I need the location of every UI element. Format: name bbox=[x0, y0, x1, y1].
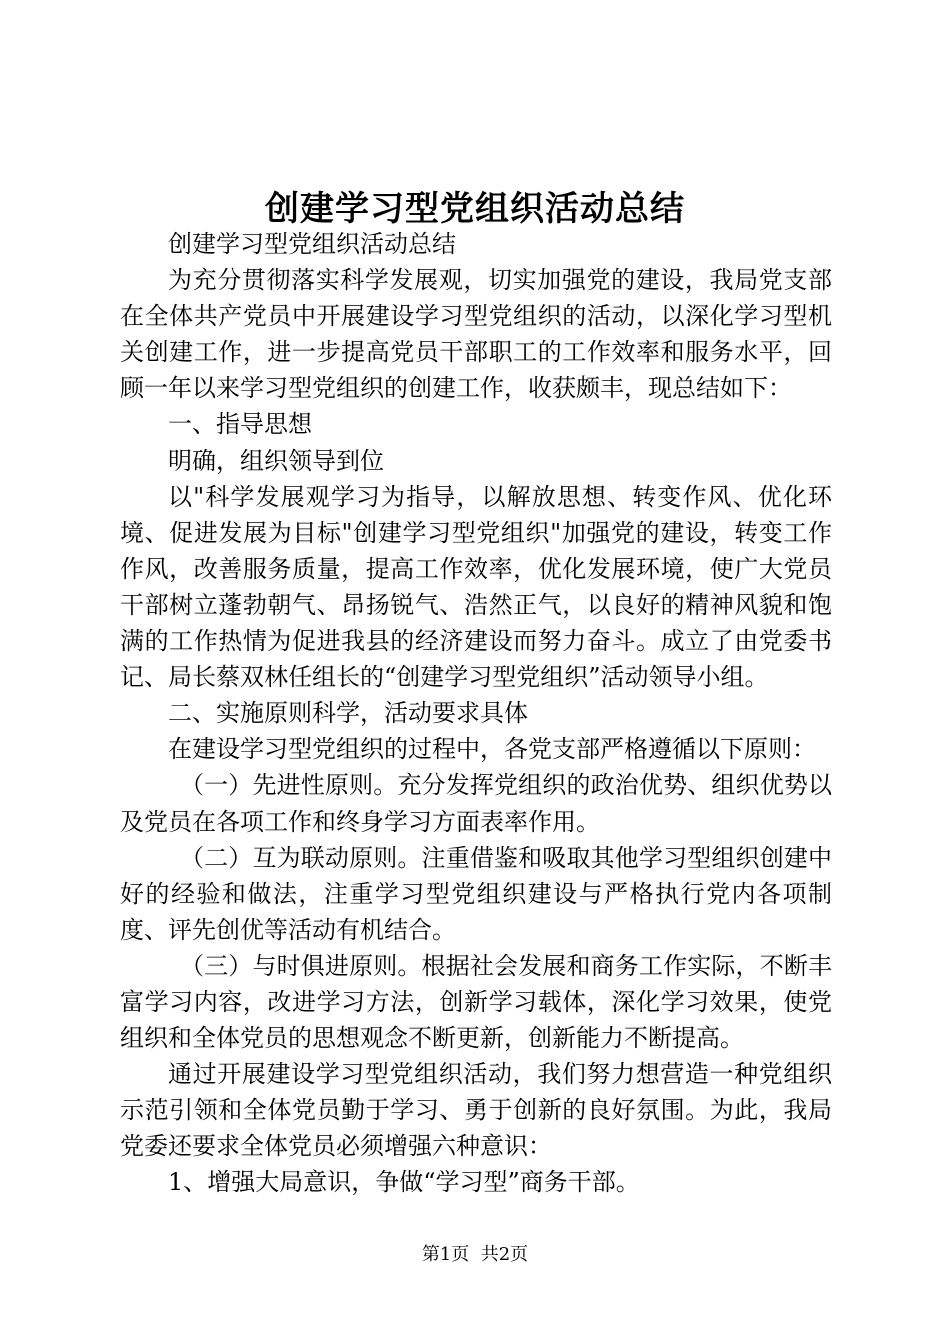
paragraph-principle-2: （二）互为联动原则。注重借鉴和吸取其他学习型组织创建中好的经验和做法，注重学习型党组织建设与严格执行党内各项制度、评先创优等活动有机结合。 bbox=[120, 843, 832, 944]
page-total: 共2页 bbox=[480, 1244, 529, 1265]
heading-organization: 明确，组织领导到位 bbox=[168, 446, 384, 475]
document-title: 创建学习型党组织活动总结 bbox=[265, 189, 685, 229]
paragraph-intro: 为充分贯彻落实科学发展观，切实加强党的建设，我局党支部在全体共产党员中开展建设学习型党组织的活动，以深化学习型机关创建工作，进一步提高党员干部职工的工作效率和服务水平，回顾一年以来学习型党组织的创建工作，收获颇丰，现总结如下： bbox=[120, 266, 832, 403]
paragraph-principle-3: （三）与时俱进原则。根据社会发展和商务工作实际，不断丰富学习内容，改进学习方法，创新学习载体，深化学习效果，使党组织和全体党员的思想观念不断更新，创新能力不断提高。 bbox=[120, 951, 832, 1053]
paragraph-principles-intro: 在建设学习型党组织的过程中，各党支部严格遵循以下原则： bbox=[168, 735, 816, 764]
heading-principles: 二、实施原则科学，活动要求具体 bbox=[168, 699, 528, 728]
page-number: 第1页 bbox=[421, 1244, 470, 1265]
paragraph-guidance: 以"科学发展观学习为指导，以解放思想、转变作风、优化环境、促进发展为目标"创建学习型党组织"加强党的建设，转变工作作风，改善服务质量，提高工作效率，优化发展环境，使广大党员干部树立蓬勃朝气、昂扬锐气、浩然正气，以良好的精神风貌和饱满的工作热情为促进我县的经济建设而努力奋斗。成立了由党委书记、局长蔡双林任组长的“创建学习型党组织”活动领导小组。 bbox=[120, 482, 832, 692]
document-body bbox=[120, 226, 832, 1201]
paragraph-subtitle: 创建学习型党组织活动总结 bbox=[168, 230, 456, 258]
paragraph-principle-1: （一）先进性原则。充分发挥党组织的政治优势、组织优势以及党员在各项工作和终身学习方面表率作用。 bbox=[120, 771, 832, 836]
paragraph-item-1: 1、增强大局意识，争做“学习型”商务干部。 bbox=[168, 1168, 640, 1197]
heading-guiding-ideology: 一、指导思想 bbox=[168, 410, 312, 439]
paragraph-six-awareness: 通过开展建设学习型党组织活动，我们努力想营造一种党组织示范引领和全体党员勤于学习、勇于创新的良好氛围。为此，我局党委还要求全体党员必须增强六种意识： bbox=[120, 1060, 832, 1161]
page-footer bbox=[0, 1242, 950, 1268]
